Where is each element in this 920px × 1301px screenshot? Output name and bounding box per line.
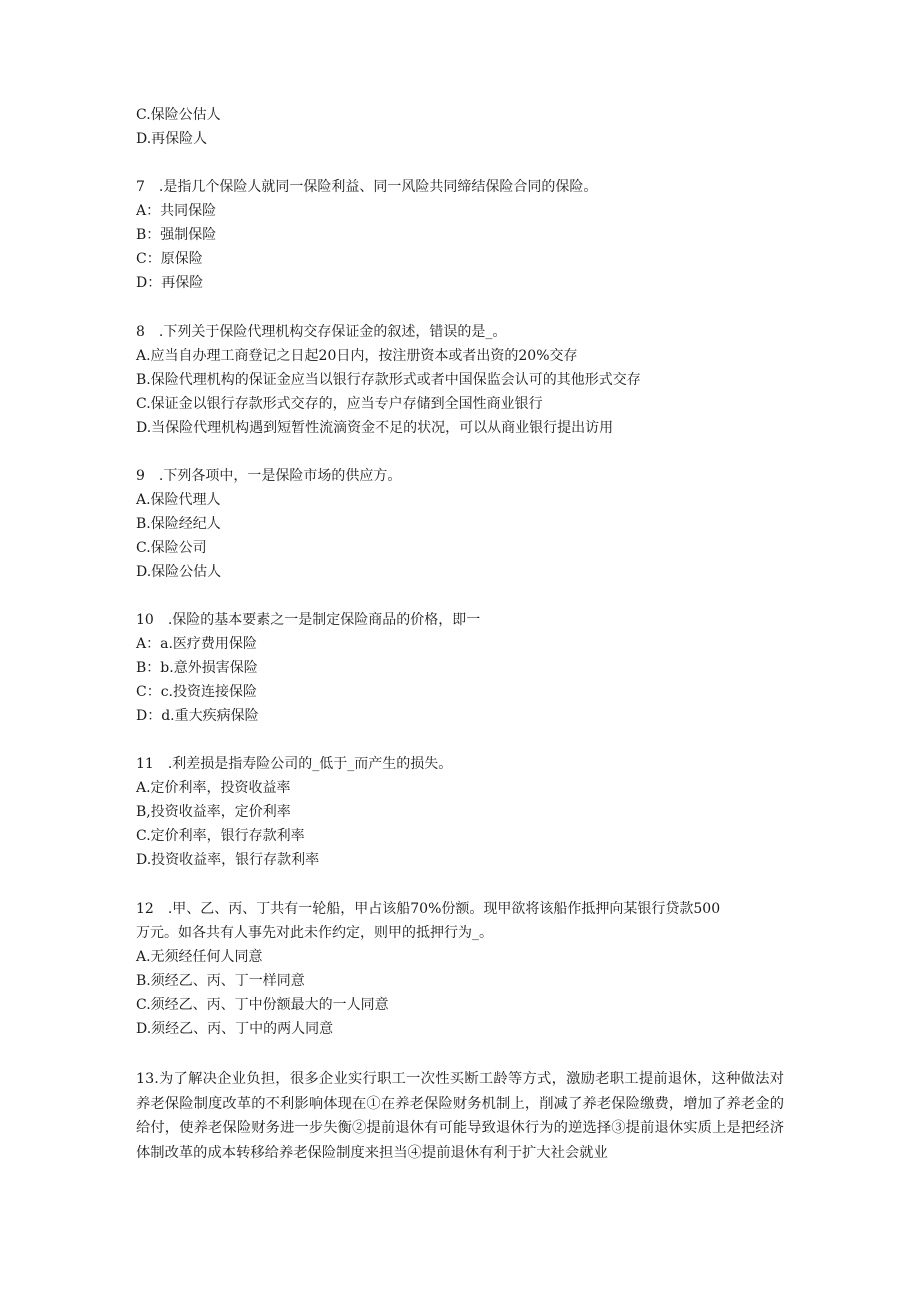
question-11-option-d: D.投资收益率，银行存款利率 — [136, 852, 320, 868]
question-8-option-c: C.保证金以银行存款形式交存的，应当专户存储到全国性商业银行 — [136, 396, 543, 412]
question-10-stem: 10 .保险的基本要素之一是制定保险商品的价格，即一 — [136, 612, 481, 628]
question-7-option-c: C：原保险 — [136, 251, 203, 267]
question-7-option-d: D：再保险 — [136, 275, 204, 291]
question-11-option-c: C.定价利率，银行存款利率 — [136, 828, 305, 844]
question-8-option-d: D.当保险代理机构遇到短暂性流滴资金不足的状况，可以从商业银行提出访用 — [136, 420, 614, 436]
question-8-option-b: B.保险代理机构的保证金应当以银行存款形式或者中国保监会认可的其他形式交存 — [136, 372, 641, 388]
question-12-stem-continued: 万元。如各共有人事先对此未作约定，则甲的抵押行为_。 — [136, 925, 493, 941]
question-12-option-c: C.须经乙、丙、丁中份额最大的一人同意 — [136, 997, 389, 1013]
question-8-option-a: A.应当自办理工商登记之日起20日内，按注册资本或者出资的20%交存 — [136, 348, 578, 364]
question-9-option-d: D.保险公估人 — [136, 564, 222, 580]
question-12-option-a: A.无须经任何人同意 — [136, 949, 263, 965]
question-9-option-b: B.保险经纪人 — [136, 516, 221, 532]
question-7-option-b: B：强制保险 — [136, 227, 217, 243]
question-9-option-a: A.保险代理人 — [136, 492, 221, 508]
question-13-stem: 13.为了解决企业负担，很多企业实行职工一次性买断工龄等方式，激励老职工提前退休，这种做法对养老保险制度改革的不利影响体现在①在养老保险财务机制上，削减了养老保险缴费，增加了养老金的给付，使养老保险财务进一步失衡②提前退休有可能导致退休行为的逆选择③提前退休实质上是把经济体制改革的成本转移给养老保险制度来担当④提前退休有利于扩大社会就业 — [136, 1071, 784, 1161]
question-10-option-d: D：d.重大疾病保险 — [136, 708, 259, 724]
question-10-option-b: B：b.意外损害保险 — [136, 660, 258, 676]
question-9-stem: 9 .下列各项中，一是保险市场的供应方。 — [136, 468, 402, 484]
question-12-option-b: B.须经乙、丙、丁一样同意 — [136, 973, 305, 989]
question-10-option-a: A：a.医疗费用保险 — [136, 636, 257, 652]
option-d: D.再保险人 — [136, 131, 208, 147]
question-7-stem: 7 .是指几个保险人就同一保险利益、同一风险共同缔结保险合同的保险。 — [136, 179, 598, 195]
option-c: C.保险公估人 — [136, 107, 221, 123]
question-10-option-c: C：c.投资连接保险 — [136, 684, 258, 700]
question-11-option-b: B,投资收益率，定价利率 — [136, 804, 291, 820]
question-12-stem: 12 .甲、乙、丙、丁共有一轮船，甲占该船70%份额。现甲欲将该船作抵押向某银行贷款500 — [136, 901, 721, 917]
question-11-stem: 11 .利差损是指寿险公司的_低于_而产生的损失。 — [136, 756, 453, 772]
question-7-option-a: A：共同保险 — [136, 203, 217, 219]
question-12-option-d: D.须经乙、丙、丁中的两人同意 — [136, 1021, 334, 1037]
question-11-option-a: A.定价利率，投资收益率 — [136, 780, 291, 796]
question-9-option-c: C.保险公司 — [136, 540, 207, 556]
question-8-stem: 8 .下列关于保险代理机构交存保证金的叙述，错误的是_。 — [136, 324, 507, 340]
